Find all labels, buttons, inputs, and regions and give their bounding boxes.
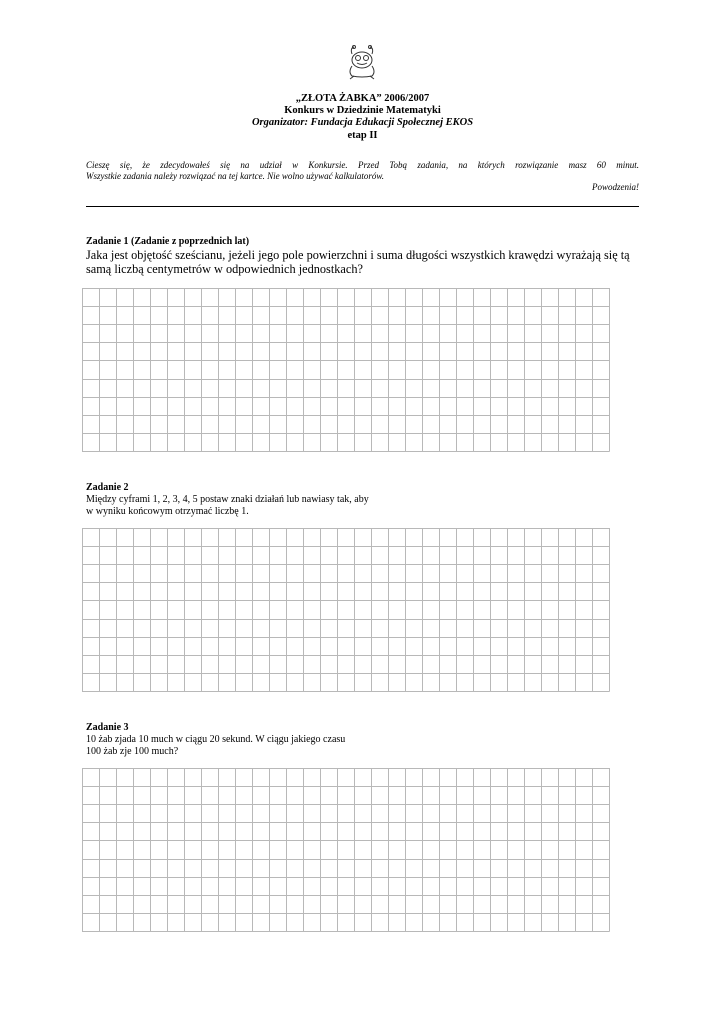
task-2-title: Zadanie 2 <box>86 482 129 493</box>
task-3-title: Zadanie 3 <box>86 722 129 733</box>
task-3-text-line-2: 100 żab zje 100 much? <box>86 746 179 757</box>
task-2-text-line-1: Między cyframi 1, 2, 3, 4, 5 postaw znaki działań lub nawiasy tak, aby <box>86 494 369 505</box>
contest-title: „ZŁOTA ŻABKA” 2006/2007 <box>295 93 430 104</box>
intro-line-2: Wszystkie zadania należy rozwiązać na tej kartce. Nie wolno używać kalkulatorów. <box>86 171 384 181</box>
organizer-line: Organizator: Fundacja Edukacji Społecznej EKOS <box>251 117 474 128</box>
task-1-text-line-2: samą liczbą centymetrów w odpowiednich jednostkach? <box>86 262 363 276</box>
frog-logo-icon <box>342 44 382 80</box>
task-1-title: Zadanie 1 (Zadanie z poprzednich lat) <box>86 236 250 247</box>
contest-subtitle: Konkurs w Dziedzinie Matematyki <box>284 105 441 116</box>
stage-label: etap II <box>347 130 378 141</box>
intro-closing: Powodzenia! <box>592 182 639 192</box>
task-3-text-line-1: 10 żab zjada 10 much w ciągu 20 sekund. W ciągu jakiego czasu <box>86 734 346 745</box>
task-3-answer-grid[interactable] <box>82 768 608 932</box>
task-2-answer-grid[interactable] <box>82 528 608 692</box>
intro-line-1: Cieszę się, że zdecydowałeś się na udział w Konkursie. Przed Tobą zadania, na których rozwiązanie masz 60 minut. <box>86 160 639 170</box>
task-1-text-line-1: Jaka jest objętość sześcianu, jeżeli jego pole powierzchni i suma długości wszystkich krawędzi wyrażają się tą <box>86 248 630 262</box>
divider <box>86 206 639 207</box>
task-1-answer-grid[interactable] <box>82 288 608 452</box>
task-2-text-line-2: w wyniku końcowym otrzymać liczbę 1. <box>86 506 249 517</box>
